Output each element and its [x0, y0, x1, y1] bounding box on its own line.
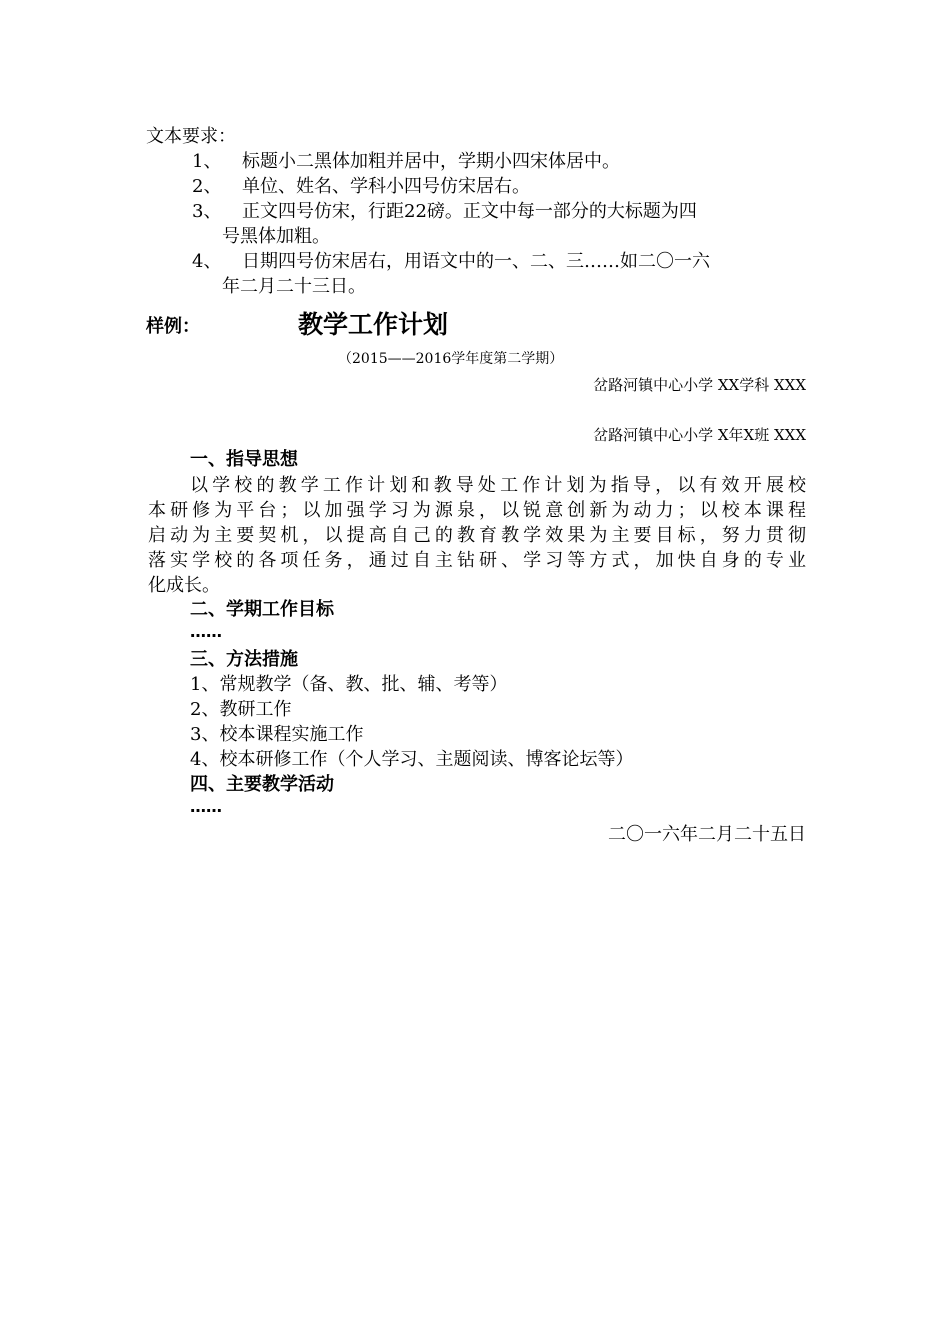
- requirement-num: 3、: [192, 201, 222, 222]
- section-heading-2: 二、学期工作目标: [190, 599, 334, 620]
- section-heading-3: 三、方法措施: [190, 649, 298, 670]
- document-title: 教学工作计划: [298, 310, 449, 339]
- document-date: 二〇一六年二月二十五日: [608, 824, 806, 845]
- requirement-num: 1、: [192, 151, 222, 172]
- requirement-text: 单位、姓名、学科小四号仿宋居右。: [242, 176, 530, 197]
- section-heading-1: 一、指导思想: [190, 449, 298, 470]
- body-line: 化成长。: [148, 575, 220, 596]
- term-subtitle: （2015——2016学年度第二学期）: [338, 351, 564, 367]
- sample-label: 样例：: [146, 316, 200, 337]
- ellipsis: ……: [190, 797, 222, 816]
- requirement-item-3: [192, 203, 697, 221]
- requirement-text: 日期四号仿宋居右，用语文中的一、二、三……如二〇一六: [242, 251, 710, 272]
- requirement-item-4-continuation: 年二月二十三日。: [222, 276, 366, 297]
- requirements-heading: 文本要求：: [146, 126, 236, 147]
- body-line: 落实学校的各项任务，通过自主钻研、学习等方式，加快自身的专业: [148, 550, 806, 571]
- requirement-item-4: [192, 253, 710, 271]
- section-heading-4: 四、主要教学活动: [190, 774, 334, 795]
- body-line: 本研修为平台；以加强学习为源泉，以锐意创新为动力；以校本课程: [148, 500, 806, 521]
- body-line: 启动为主要契机，以提高自己的教育教学效果为主要目标，努力贯彻: [148, 525, 806, 546]
- requirement-item-2: [192, 178, 530, 196]
- requirement-item-1: [192, 153, 620, 171]
- requirement-text: 标题小二黑体加粗并居中，学期小四宋体居中。: [242, 151, 620, 172]
- ellipsis: ……: [190, 622, 222, 641]
- list-item: 1、常规教学（备、教、批、辅、考等）: [190, 674, 508, 695]
- list-item: 2、教研工作: [190, 699, 292, 720]
- list-item: 3、校本课程实施工作: [190, 724, 364, 745]
- requirement-num: 4、: [192, 251, 222, 272]
- body-line: 以学校的教学工作计划和教导处工作计划为指导，以有效开展校: [190, 475, 806, 496]
- requirement-num: 2、: [192, 176, 222, 197]
- requirement-item-3-continuation: 号黑体加粗。: [222, 226, 330, 247]
- list-item: 4、校本研修工作（个人学习、主题阅读、博客论坛等）: [190, 749, 634, 770]
- requirement-text: 正文四号仿宋，行距22磅。正文中每一部分的大标题为四: [242, 201, 697, 222]
- author-line-2: 岔路河镇中心小学 X年X班 XXX: [593, 426, 806, 444]
- author-line-1: 岔路河镇中心小学 XX学科 XXX: [593, 376, 806, 394]
